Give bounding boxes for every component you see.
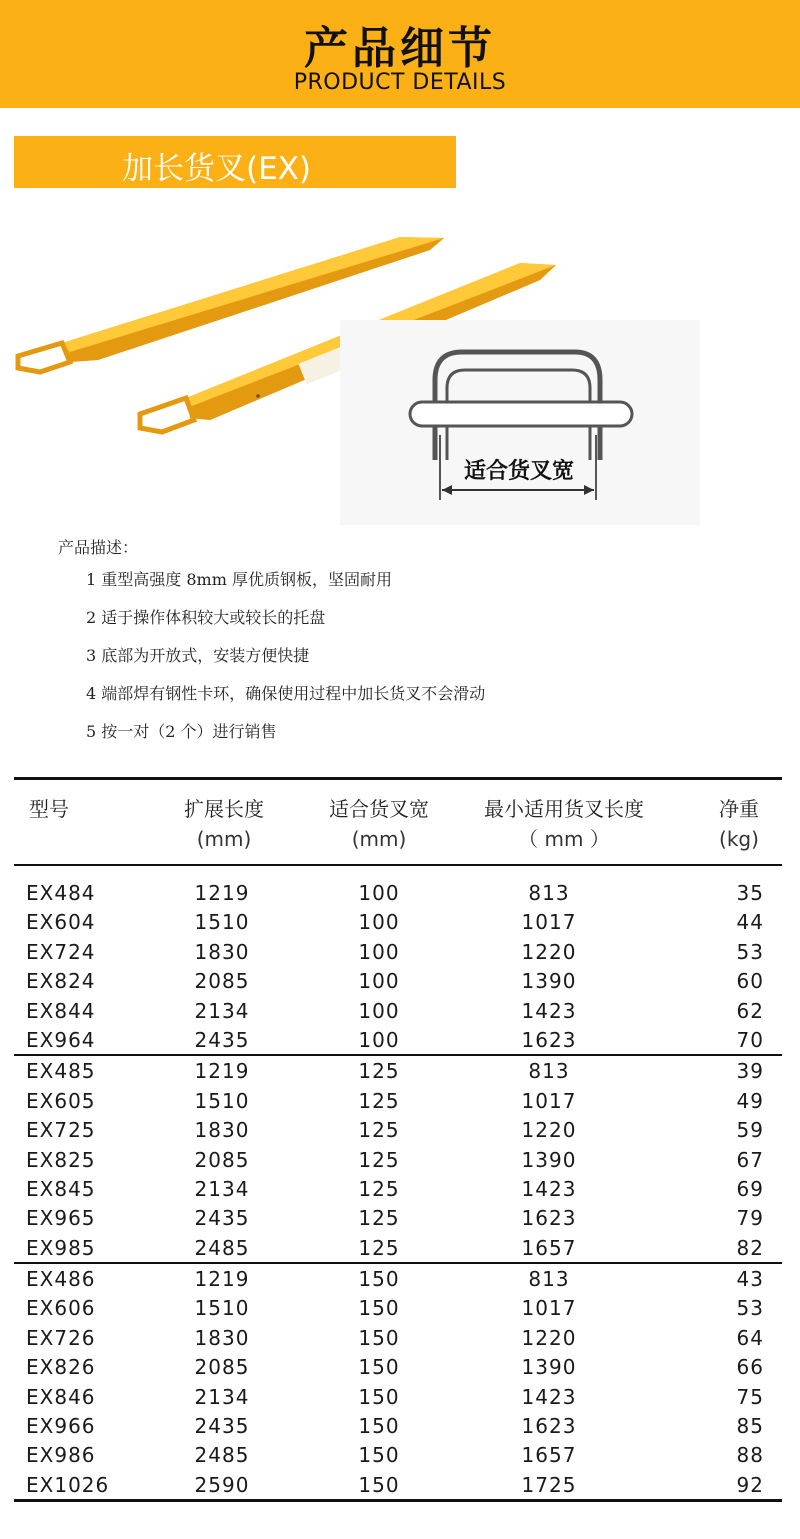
cell-model: EX484 [26, 881, 96, 905]
header-model-label: 型号 [29, 797, 69, 821]
header-model [24, 794, 74, 824]
cell-min-fork-length: 1390 [521, 1147, 577, 1172]
cell-length: 1510 [194, 1296, 250, 1321]
cell-length: 2134 [194, 998, 250, 1023]
cell-fork-width: 150 [358, 1384, 400, 1409]
header-fork-width [309, 794, 449, 854]
cell-model: EX486 [26, 1267, 96, 1292]
table-row [14, 1382, 782, 1411]
cell-weight: 59 [736, 1118, 764, 1143]
cell-model: EX965 [26, 1206, 96, 1231]
cell-model: EX606 [26, 1296, 96, 1321]
cell-model: EX724 [26, 939, 96, 964]
cell-model: EX964 [26, 1027, 96, 1052]
cell-min-fork-length: 1017 [521, 910, 577, 935]
cell-length: 2485 [194, 1235, 250, 1260]
cell-model: EX826 [26, 1355, 96, 1380]
cell-fork-width: 125 [358, 1118, 400, 1143]
table-row-group [14, 878, 782, 1056]
cell-length: 2590 [194, 1472, 250, 1497]
header-min-fork-length-label: 最小适用货叉长度 [484, 797, 644, 821]
cell-fork-width: 100 [358, 881, 400, 905]
cell-weight: 39 [736, 1059, 764, 1084]
table-row [14, 1352, 782, 1381]
cell-weight: 35 [736, 881, 764, 905]
table-row [14, 1174, 782, 1203]
cell-weight: 88 [736, 1443, 764, 1468]
table-row [14, 1203, 782, 1232]
fork-width-label: 适合货叉宽 [463, 459, 575, 484]
cell-fork-width: 100 [358, 939, 400, 964]
cell-model: EX986 [26, 1443, 96, 1468]
cell-fork-width: 150 [358, 1267, 400, 1292]
cell-min-fork-length: 813 [528, 881, 570, 905]
cell-fork-width: 125 [358, 1235, 400, 1260]
cell-min-fork-length: 1220 [521, 1325, 577, 1350]
header-weight-label: 净重 [719, 797, 759, 821]
table-header [14, 780, 782, 866]
cell-length: 1510 [194, 1088, 250, 1113]
table-row-group [14, 1264, 782, 1499]
cell-min-fork-length: 1423 [521, 1384, 577, 1409]
description-item: 4 端部焊有钢性卡环，确保使用过程中加长货叉不会滑动 [86, 684, 486, 703]
cell-fork-width: 150 [358, 1414, 400, 1439]
table-row [14, 1056, 782, 1085]
cell-model: EX1026 [26, 1472, 110, 1497]
table-row [14, 966, 782, 995]
cell-length: 1219 [194, 1059, 250, 1084]
cell-length: 2435 [194, 1414, 250, 1439]
header-min-fork-length-unit: （ mm ） [518, 827, 610, 851]
cell-model: EX726 [26, 1325, 96, 1350]
cell-min-fork-length: 1623 [521, 1414, 577, 1439]
cell-fork-width: 125 [358, 1147, 400, 1172]
cell-fork-width: 125 [358, 1059, 400, 1084]
spec-table [14, 777, 782, 1502]
cell-fork-width: 125 [358, 1176, 400, 1201]
cell-weight: 92 [736, 1472, 764, 1497]
table-row-group [14, 1056, 782, 1264]
header-length-unit: (mm) [196, 827, 252, 851]
cell-min-fork-length: 1423 [521, 998, 577, 1023]
header-length [154, 794, 294, 854]
table-row [14, 1086, 782, 1115]
cell-fork-width: 100 [358, 910, 400, 935]
cell-min-fork-length: 813 [528, 1267, 570, 1292]
cell-fork-width: 125 [358, 1206, 400, 1231]
cell-model: EX845 [26, 1176, 96, 1201]
header-weight-unit: (kg) [719, 827, 759, 851]
cell-model: EX966 [26, 1414, 96, 1439]
header-length-label: 扩展长度 [184, 797, 264, 821]
header-fork-width-unit: (mm) [351, 827, 407, 851]
cell-weight: 44 [736, 910, 764, 935]
cell-weight: 82 [736, 1235, 764, 1260]
cell-length: 2435 [194, 1206, 250, 1231]
cell-model: EX824 [26, 969, 96, 994]
header-weight [704, 794, 774, 854]
table-row [14, 1440, 782, 1469]
cell-model: EX844 [26, 998, 96, 1023]
table-row [14, 1293, 782, 1322]
cell-model: EX825 [26, 1147, 96, 1172]
cell-min-fork-length: 1657 [521, 1235, 577, 1260]
description-item: 1 重型高强度 8mm 厚优质钢板，坚固耐用 [86, 570, 392, 589]
cell-min-fork-length: 1220 [521, 1118, 577, 1143]
cell-min-fork-length: 1220 [521, 939, 577, 964]
cell-length: 1510 [194, 910, 250, 935]
cell-model: EX846 [26, 1384, 96, 1409]
cell-min-fork-length: 1017 [521, 1088, 577, 1113]
cell-model: EX604 [26, 910, 96, 935]
cell-weight: 75 [736, 1384, 764, 1409]
table-row [14, 878, 782, 907]
page-title: 产品细节 [304, 23, 496, 74]
cell-min-fork-length: 1423 [521, 1176, 577, 1201]
cell-min-fork-length: 1390 [521, 1355, 577, 1380]
table-row [14, 996, 782, 1025]
section-title-bar [14, 136, 456, 188]
description-item: 5 按一对（2 个）进行销售 [86, 722, 277, 741]
table-row [14, 1115, 782, 1144]
cell-weight: 49 [736, 1088, 764, 1113]
cell-weight: 64 [736, 1325, 764, 1350]
header-min-fork-length [464, 794, 664, 854]
page-header [0, 0, 800, 108]
cell-length: 1830 [194, 1118, 250, 1143]
cell-length: 2435 [194, 1027, 250, 1052]
cell-fork-width: 100 [358, 1027, 400, 1052]
cell-fork-width: 150 [358, 1443, 400, 1468]
description-item: 3 底部为开放式，安装方便快捷 [86, 646, 310, 665]
cell-min-fork-length: 1017 [521, 1296, 577, 1321]
table-row [14, 1233, 782, 1262]
table-row [14, 937, 782, 966]
table-row [14, 1411, 782, 1440]
cell-min-fork-length: 1623 [521, 1206, 577, 1231]
cell-min-fork-length: 1390 [521, 969, 577, 994]
header-fork-width-label: 适合货叉宽 [329, 797, 429, 821]
cell-weight: 66 [736, 1355, 764, 1380]
cell-fork-width: 150 [358, 1472, 400, 1497]
cell-fork-width: 150 [358, 1325, 400, 1350]
cell-length: 1830 [194, 1325, 250, 1350]
table-body [14, 866, 782, 1499]
description-item: 2 适于操作体积较大或较长的托盘 [86, 608, 326, 627]
cell-model: EX605 [26, 1088, 96, 1113]
cell-length: 1219 [194, 1267, 250, 1292]
cell-weight: 67 [736, 1147, 764, 1172]
cell-length: 2085 [194, 1355, 250, 1380]
table-row [14, 1145, 782, 1174]
cell-length: 2134 [194, 1176, 250, 1201]
cell-fork-width: 150 [358, 1355, 400, 1380]
cell-length: 1219 [194, 881, 250, 905]
cell-weight: 70 [736, 1027, 764, 1052]
cell-length: 2085 [194, 969, 250, 994]
cell-fork-width: 100 [358, 969, 400, 994]
cell-min-fork-length: 1657 [521, 1443, 577, 1468]
table-row [14, 1323, 782, 1352]
page-subtitle: PRODUCT DETAILS [293, 70, 507, 95]
cell-length: 1830 [194, 939, 250, 964]
cell-weight: 79 [736, 1206, 764, 1231]
table-row [14, 1025, 782, 1054]
cell-weight: 53 [736, 1296, 764, 1321]
cell-fork-width: 150 [358, 1296, 400, 1321]
cell-weight: 62 [736, 998, 764, 1023]
cell-min-fork-length: 1623 [521, 1027, 577, 1052]
cell-weight: 69 [736, 1176, 764, 1201]
table-row [14, 907, 782, 936]
cell-fork-width: 100 [358, 998, 400, 1023]
cell-fork-width: 125 [358, 1088, 400, 1113]
cell-model: EX725 [26, 1118, 96, 1143]
product-description [58, 536, 778, 758]
cell-weight: 53 [736, 939, 764, 964]
table-row [14, 1264, 782, 1293]
cell-length: 2085 [194, 1147, 250, 1172]
section-title: 加长货叉(EX) [122, 151, 312, 187]
product-illustration [0, 210, 800, 530]
fork-width-diagram [340, 320, 700, 525]
cell-model: EX485 [26, 1059, 96, 1084]
cell-weight: 60 [736, 969, 764, 994]
description-title: 产品描述： [58, 538, 139, 557]
cell-min-fork-length: 813 [528, 1059, 570, 1084]
cell-model: EX985 [26, 1235, 96, 1260]
cell-length: 2134 [194, 1384, 250, 1409]
cell-min-fork-length: 1725 [521, 1472, 577, 1497]
table-row [14, 1470, 782, 1499]
cell-weight: 85 [736, 1414, 764, 1439]
cell-weight: 43 [736, 1267, 764, 1292]
cell-length: 2485 [194, 1443, 250, 1468]
